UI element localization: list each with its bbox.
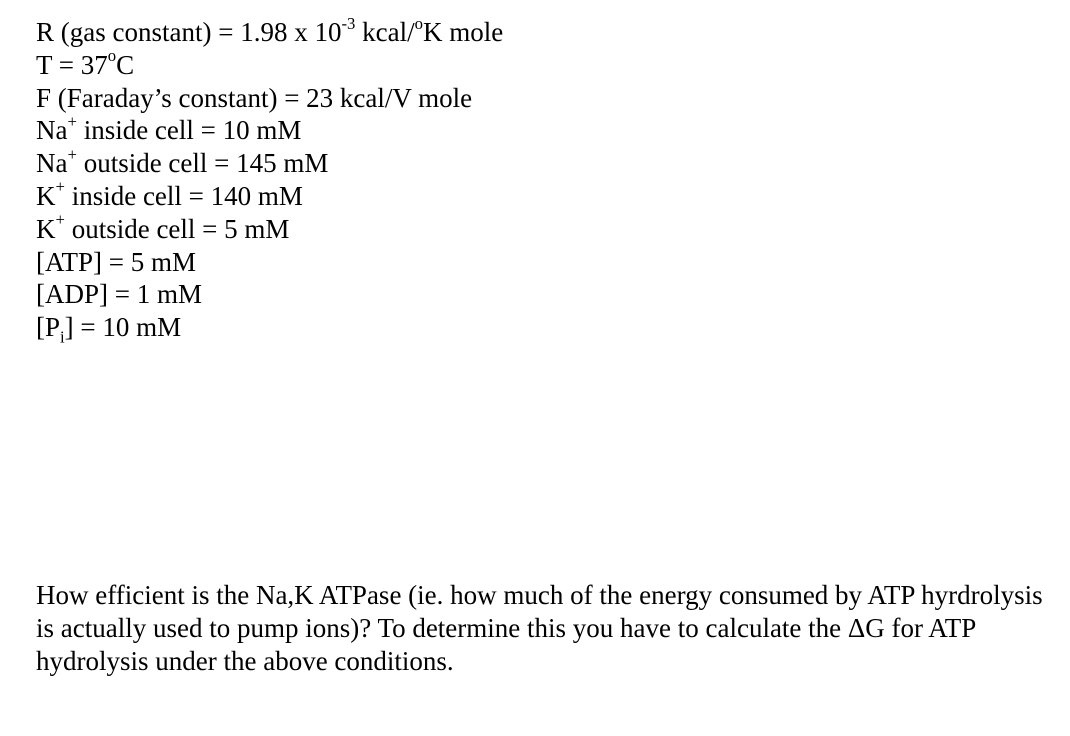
constant-text: C <box>116 49 135 80</box>
constant-text: K <box>36 180 56 211</box>
constant-text: ] = 10 mM <box>64 312 182 343</box>
constant-text: inside cell = 10 mM <box>76 115 302 146</box>
constant-text: kcal/ <box>355 17 415 47</box>
constant-text: [P <box>36 312 61 343</box>
superscript: o <box>107 46 117 66</box>
constants-list <box>36 13 504 347</box>
constant-faraday <box>36 82 503 115</box>
superscript: + <box>55 210 65 230</box>
constant-k-inside <box>36 177 503 213</box>
constant-na-outside <box>36 144 503 180</box>
constant-text: T = 37 <box>36 49 108 80</box>
constant-text: Na <box>36 115 68 146</box>
constant-text: R (gas constant) = 1.98 x 10 <box>36 17 342 47</box>
superscript: o <box>414 13 423 33</box>
constant-k-outside <box>36 210 503 246</box>
question-paragraph: How efficient is the Na,K ATPase (ie. how much of the energy consumed by ATP hyrdrolysis is actually used to pump ions)? To determine this you have to calculate the ΔG for ATP hydrolysis under the above conditions. <box>36 580 1043 676</box>
constant-text: [ADP] = 1 mM <box>36 279 202 310</box>
constant-gas <box>36 13 504 49</box>
constant-text: K mole <box>423 17 504 47</box>
constant-na-inside <box>36 111 503 147</box>
constant-text: outside cell = 5 mM <box>64 213 290 244</box>
constant-temperature <box>36 46 503 82</box>
constant-atp <box>36 246 503 279</box>
superscript: + <box>67 111 77 131</box>
superscript: -3 <box>341 13 356 33</box>
constant-text: [ATP] = 5 mM <box>36 246 196 277</box>
superscript: + <box>67 144 77 164</box>
subscript: i <box>60 327 65 347</box>
constant-pi <box>36 311 503 347</box>
superscript: + <box>55 177 65 197</box>
constant-text: K <box>36 213 56 244</box>
constant-text: outside cell = 145 mM <box>76 148 329 179</box>
constant-text: F (Faraday’s constant) = 23 kcal/V mole <box>36 82 473 113</box>
constant-adp <box>36 278 503 311</box>
constant-text: Na <box>36 148 68 179</box>
constant-text: inside cell = 140 mM <box>64 180 303 211</box>
